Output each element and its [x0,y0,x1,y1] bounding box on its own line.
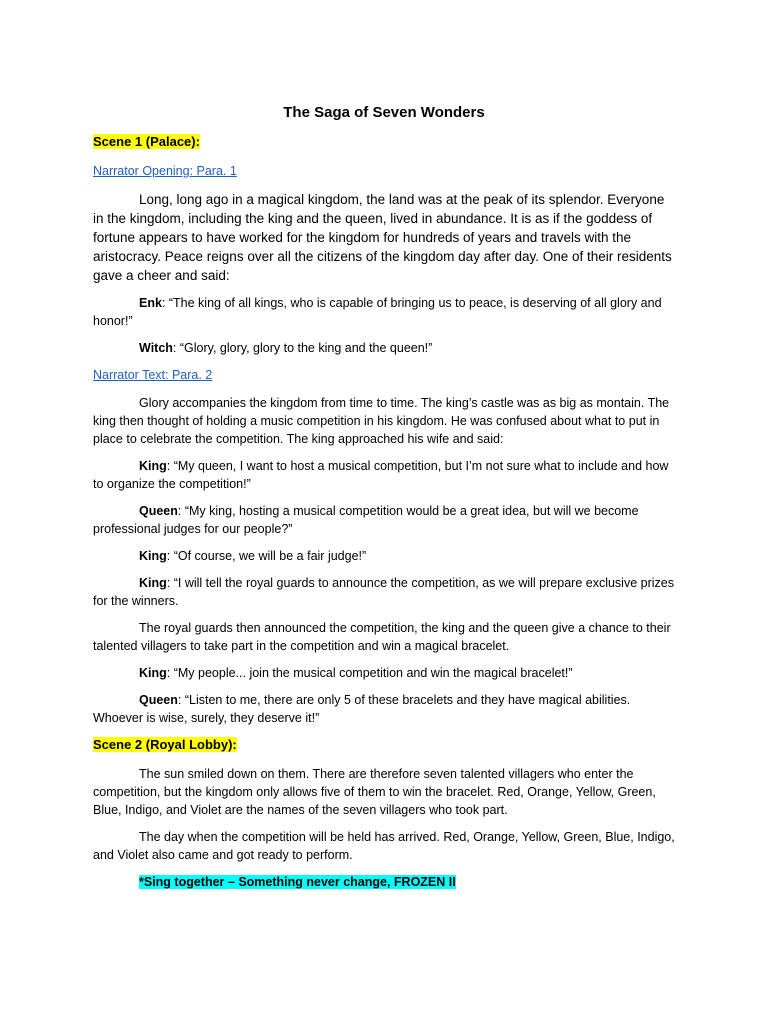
dialogue-line-enk [93,294,675,330]
speaker-name: Queen [139,693,178,707]
song-cue [93,873,675,891]
scene-heading [93,736,675,754]
dialogue-text: : “My people... join the musical competition and win the magical bracelet!” [166,666,573,680]
paragraph-4: The sun smiled down on them. There are therefore seven talented villagers who enter the competition, but the kingdom only allows five of them to win the bracelet. Red, Orange, Yellow, Green, Blue, Indigo, and Violet are the names of the seven villagers who took part. [93,767,656,817]
speaker-name: King [139,549,167,563]
narrator-text-link[interactable]: Narrator Text: Para. 2 [93,368,213,382]
document-title: The Saga of Seven Wonders [283,104,485,121]
scene-1-heading: Scene 1 (Palace): [93,134,200,149]
dialogue-line-king [93,547,675,565]
dialogue-text: : “Glory, glory, glory to the king and the queen!” [172,341,433,355]
dialogue-line-queen [93,502,675,538]
paragraph-2: Glory accompanies the kingdom from time to time. The king’s castle was as big as montain. The king then thought of holding a music competition in his kingdom. He was confused about what to put in place to celebrate the competition. The king approached his wife and said: [93,396,670,446]
speaker-name: King [139,576,167,590]
dialogue-text: : “Listen to me, there are only 5 of these bracelets and they have magical abilities. Whoever is wise, surely, they deserve it!” [93,693,631,725]
paragraph-1: Long, long ago in a magical kingdom, the land was at the peak of its splendor. Everyone in the kingdom, including the king and the queen, lived in abundance. It is as if the goddess of fortune appears to have worked for the kingdom for hundreds of years and travels with the aristocracy. Peace reigns over all the citizens of the kingdom day after day. One of their residents gave a cheer and said: [93,192,672,283]
speaker-name: King [139,459,167,473]
speaker-name: Witch [139,341,173,355]
scene-2-heading: Scene 2 (Royal Lobby): [93,737,237,752]
dialogue-text: : “The king of all kings, who is capable of bringing us to peace, is deserving of all glory and honor!” [93,296,662,328]
speaker-name: King [139,666,167,680]
paragraph-5: The day when the competition will be held has arrived. Red, Orange, Yellow, Green, Blue, Indigo, and Violet also came and got ready to perform. [93,830,675,862]
speaker-name: Enk [139,296,162,310]
dialogue-text: : “I will tell the royal guards to announce the competition, as we will prepare exclusive prizes for the winners. [93,576,674,608]
narrator-opening-link[interactable]: Narrator Opening: Para. 1 [93,164,237,178]
dialogue-line-king [93,664,675,682]
narrator-heading [93,366,675,384]
dialogue-line-king [93,457,675,493]
dialogue-line-queen [93,691,675,727]
narrator-heading [93,162,675,180]
dialogue-line-king [93,574,675,610]
sing-together-note: *Sing together – Something never change, FROZEN II [139,875,456,889]
paragraph-3: The royal guards then announced the competition, the king and the queen give a chance to their talented villagers to take part in the competition and win a magical bracelet. [93,621,671,653]
dialogue-text: : “My queen, I want to host a musical competition, but I’m not sure what to include and how to organize the competition!” [93,459,669,491]
dialogue-line-witch [93,339,675,357]
dialogue-text: : “Of course, we will be a fair judge!” [166,549,367,563]
speaker-name: Queen [139,504,178,518]
dialogue-text: : “My king, hosting a musical competition would be a great idea, but will we become professional judges for our people?” [93,504,639,536]
scene-heading [93,133,675,151]
